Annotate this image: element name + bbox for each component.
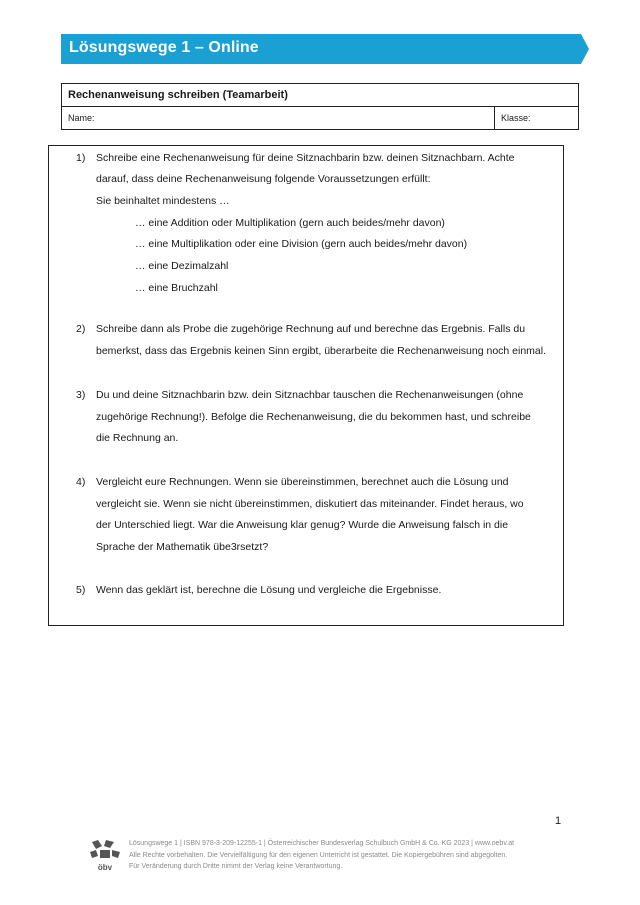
task-number: 5) bbox=[76, 584, 86, 596]
footer-line: Lösungswege 1 | ISBN 978-3-209-12255-1 | Österreichischer Bundesverlag Schulbuch GmbH & Co. KG 2023 | www.oebv.at bbox=[129, 840, 515, 847]
footer-line: Für Veränderung durch Dritte nimmt der Verlag keine Verantwortung. bbox=[129, 863, 343, 870]
page-number: 1 bbox=[555, 815, 562, 827]
class-field: Klasse: bbox=[501, 113, 531, 123]
task-box bbox=[48, 145, 564, 626]
requirement-item: … eine Multiplikation oder eine Division (gern auch beides/mehr davon) bbox=[135, 238, 468, 250]
task-text-line: Vergleicht eure Rechnungen. Wenn sie übereinstimmen, berechnet auch die Lösung und bbox=[96, 476, 509, 488]
task-text-line: der Unterschied liegt. War die Anweisung klar genug? Wurde die Anweisung falsch in die bbox=[96, 519, 509, 531]
worksheet-header-table bbox=[61, 83, 579, 130]
task-text-line: zugehörige Rechnung!). Befolge die Rechenanweisung, die du bekommen hast, und schreibe bbox=[96, 411, 531, 423]
task-number: 3) bbox=[76, 389, 86, 401]
task-text-line: vergleicht sie. Wenn sie nicht übereinstimmen, diskutiert das miteinander. Findet heraus, wo bbox=[96, 498, 524, 510]
task-number: 4) bbox=[76, 476, 86, 488]
footer-copyright bbox=[129, 838, 514, 873]
publisher-logo-icon bbox=[88, 838, 122, 872]
name-class-row bbox=[62, 107, 578, 129]
task-text-line: Wenn das geklärt ist, berechne die Lösung und vergleiche die Ergebnisse. bbox=[96, 584, 442, 596]
banner-title: Lösungswege 1 – Online bbox=[69, 39, 259, 56]
name-field: Name: bbox=[62, 107, 495, 129]
task-text-line: darauf, dass deine Rechenanweisung folgende Voraussetzungen erfüllt: bbox=[96, 173, 431, 185]
requirement-item: … eine Addition oder Multiplikation (gern auch beides/mehr davon) bbox=[135, 217, 445, 229]
task-text-line: Sprache der Mathematik übe3rsetzt? bbox=[96, 541, 269, 553]
footer-line: Alle Rechte vorbehalten. Die Vervielfältigung für den eigenen Unterricht ist gestattet. Die Kopiergebühren sind abgegolten. bbox=[129, 851, 508, 859]
task-text-line: Schreibe dann als Probe die zugehörige Rechnung auf und berechne das Ergebnis. Falls du bbox=[96, 323, 526, 335]
task-intro: Sie beinhaltet mindestens … bbox=[96, 195, 230, 207]
task-number: 1) bbox=[76, 152, 86, 164]
task-text-line: bemerkst, dass das Ergebnis keinen Sinn ergibt, überarbeite die Rechenanweisung noch einmal. bbox=[96, 345, 547, 357]
header-banner bbox=[61, 34, 589, 64]
worksheet-title: Rechenanweisung schreiben (Teamarbeit) bbox=[62, 84, 578, 107]
requirement-item: … eine Bruchzahl bbox=[135, 282, 218, 294]
logo-text: öbv bbox=[97, 863, 113, 872]
task-text-line: die Rechnung an. bbox=[96, 432, 179, 444]
task-text-line: Schreibe eine Rechenanweisung für deine Sitznachbarin bzw. deinen Sitznachbarn. Achte bbox=[96, 152, 515, 164]
requirement-item: … eine Dezimalzahl bbox=[135, 260, 229, 272]
task-number: 2) bbox=[76, 323, 86, 335]
task-text-line: Du und deine Sitznachbarin bzw. dein Sitznachbar tauschen die Rechenanweisungen (ohne bbox=[96, 389, 524, 401]
